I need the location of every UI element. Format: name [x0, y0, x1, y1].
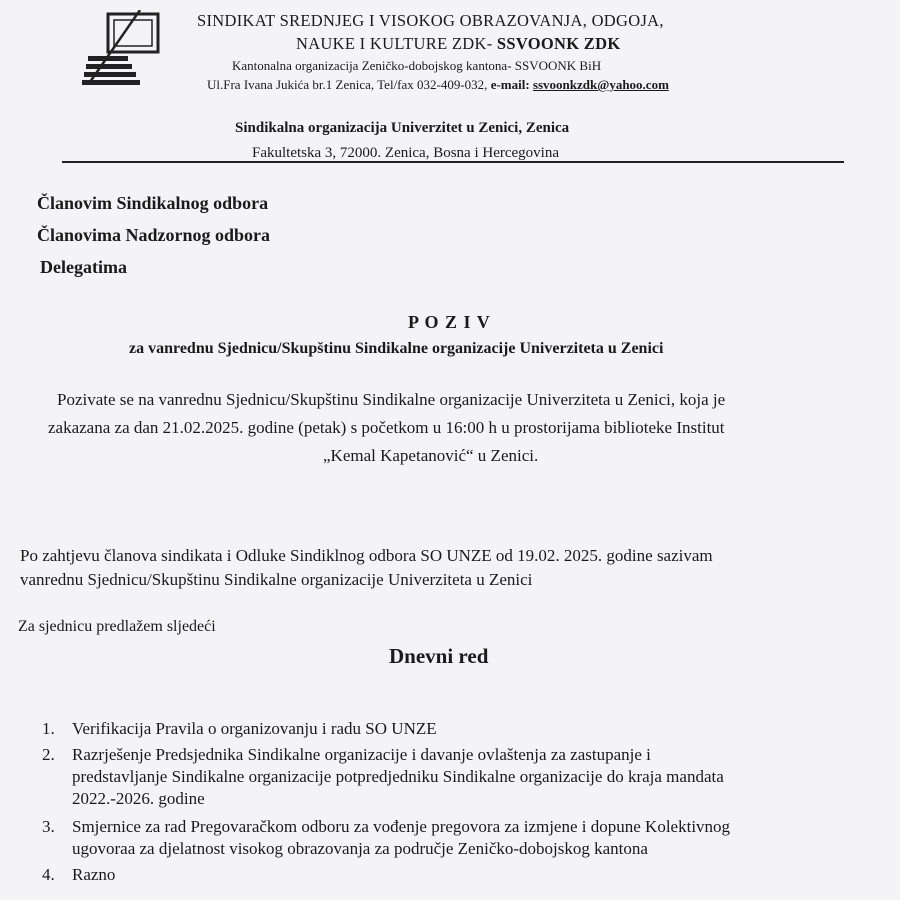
agenda-item-text: Smjernice za rad Pregovaračkom odboru za vođenje pregovora za izmjene i dopune Kolektivnog [72, 817, 731, 836]
union-logo-icon [80, 10, 190, 90]
agenda-item-number: 1. [42, 719, 55, 738]
request-line-1: Po zahtjevu članova sindikata i Odluke Sindiklnog odbora SO UNZE od 19.02. 2025. godine sazivam [20, 546, 713, 565]
org-name-line2 [296, 34, 620, 54]
agenda-item-number: 4. [42, 865, 55, 884]
agenda-item-2 [42, 744, 900, 816]
agenda-item-4 [42, 864, 900, 886]
document-subtitle: za vanrednu Sjednicu/Skupštinu Sindikalne organizacije Univerziteta u Zenici [129, 340, 664, 357]
org-address: Ul.Fra Ivana Jukića br.1 Zenica, Tel/fax 032-409-032, [207, 77, 491, 92]
proposal-text: Za sjednicu predlažem sljedeći [18, 618, 216, 635]
agenda-item-text: ugovoraa za djelatnost visokog obrazovanja za područje Zeničko-dobojskog kantona [72, 839, 648, 858]
org-name-line2-prefix: NAUKE I KULTURE ZDK- [296, 34, 497, 53]
org-subtitle: Kantonalna organizacija Zeničko-dobojskog kantona- SSVOONK BiH [232, 58, 602, 73]
request-line-2: vanrednu Sjednicu/Skupštinu Sindikalne organizacije Univerziteta u Zenici [20, 570, 533, 589]
agenda-item-text: 2022.-2026. godine [72, 789, 205, 808]
agenda-item-3 [42, 816, 900, 864]
email-link[interactable]: ssvoonkzdk@yahoo.com [532, 77, 669, 92]
agenda-item-text: Razrješenje Predsjednika Sindikalne organizacije i davanje ovlaštenja za zastupanje i [72, 745, 651, 764]
header-divider [62, 161, 844, 163]
org-name-line1: SINDIKAT SREDNJEG I VISOKOG OBRAZOVANJA, ODGOJA, [197, 11, 664, 30]
recipient-3: Delegatima [40, 257, 127, 277]
agenda-item-text: Verifikacija Pravila o organizovanju i radu SO UNZE [72, 719, 437, 738]
email-label: e-mail: [490, 77, 533, 92]
agenda-item-number: 3. [42, 817, 55, 836]
org-acronym: SSVOONK ZDK [496, 34, 621, 53]
recipient-1: Članovim Sindikalnog odbora [37, 193, 269, 213]
sub-org-address: Fakultetska 3, 72000. Zenica, Bosna i Hercegovina [252, 145, 560, 161]
agenda-item-number: 2. [42, 745, 55, 764]
agenda-item-1 [42, 718, 900, 744]
org-contact [207, 77, 669, 93]
invitation-line-2: zakazana za dan 21.02.2025. godine (petak) s početkom u 16:00 h u prostorijama biblioteke Institut [48, 418, 725, 437]
invitation-line-1: Pozivate se na vanrednu Sjednicu/Skupštinu Sindikalne organizacije Univerziteta u Zenici, koja je [57, 390, 726, 409]
agenda-list [42, 718, 900, 886]
sub-org-name: Sindikalna organizacija Univerzitet u Zenici, Zenica [235, 120, 570, 136]
agenda-title: Dnevni red [389, 644, 489, 668]
invitation-line-3: „Kemal Kapetanović“ u Zenici. [323, 446, 539, 465]
document-title: P O Z I V [408, 312, 491, 332]
recipient-2: Članovima Nadzornog odbora [37, 225, 271, 245]
agenda-item-text: Razno [72, 865, 116, 884]
agenda-item-text: predstavljanje Sindikalne organizacije potpredjedniku Sindikalne organizacije do kraja mandata [72, 767, 724, 786]
